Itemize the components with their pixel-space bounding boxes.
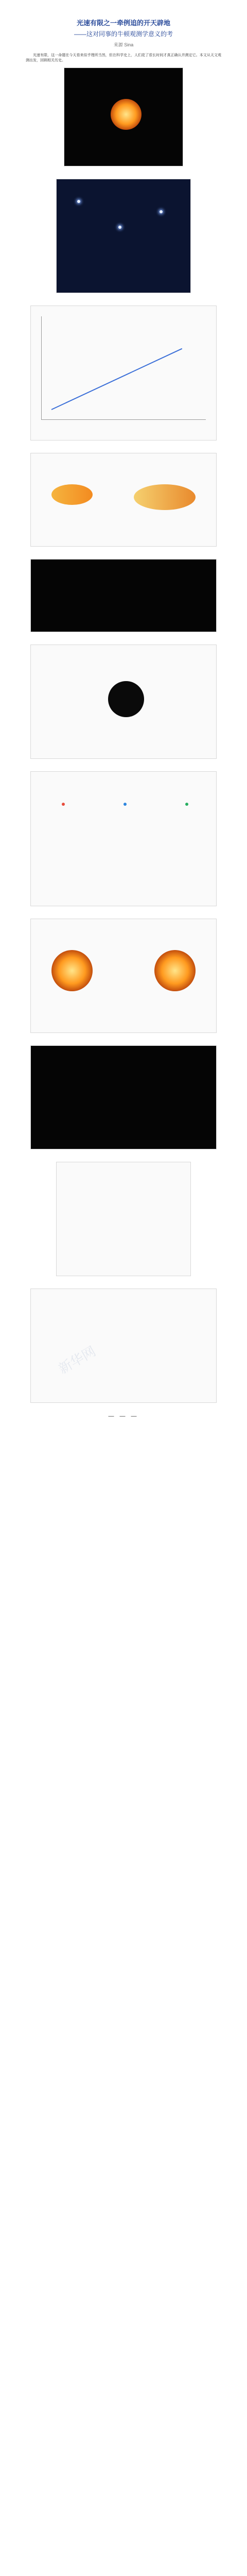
figure-1 [64,67,183,166]
axis-x [41,419,206,420]
figure-6 [30,645,217,759]
figure-2 [56,179,191,293]
article [26,0,221,1419]
article-subtitle: ——这对同事的牛顿观测学意义的考 [74,30,173,38]
star-1 [77,200,80,203]
star-2 [118,226,121,229]
figure-10 [56,1162,191,1276]
article-title: 光速有限之一牵例追的开天辟地 [76,19,170,27]
figure-5 [30,559,217,632]
orbit-left [51,484,93,505]
figure-7 [30,771,217,906]
article-source: 来源 Sina [113,42,134,47]
figure-4 [30,453,217,547]
marker-red [62,803,65,806]
figure-3 [30,306,217,440]
axis-y [41,316,42,419]
figure-8 [30,919,217,1033]
figure-9 [30,1045,217,1149]
trend-line [51,348,183,410]
intro-paragraph: 光速有限，这一命题在今天看来似乎理所当然，但在科学史上，人们花了很长时间才真正确认并测定它。本文从天文观测出发，回顾相关历史。 [26,54,221,62]
sun-glow [111,99,142,130]
figure-11 [30,1289,217,1403]
watermark-1: 新华网 [56,1344,99,1378]
glow-right [154,950,196,991]
planet [108,681,144,717]
marker-green [185,803,188,806]
marker-blue [123,803,127,806]
article-meta [26,41,221,48]
star-3 [160,210,163,213]
orbit-right [134,484,196,510]
glow-left [51,950,93,991]
footer-label: — — — [108,1413,139,1419]
